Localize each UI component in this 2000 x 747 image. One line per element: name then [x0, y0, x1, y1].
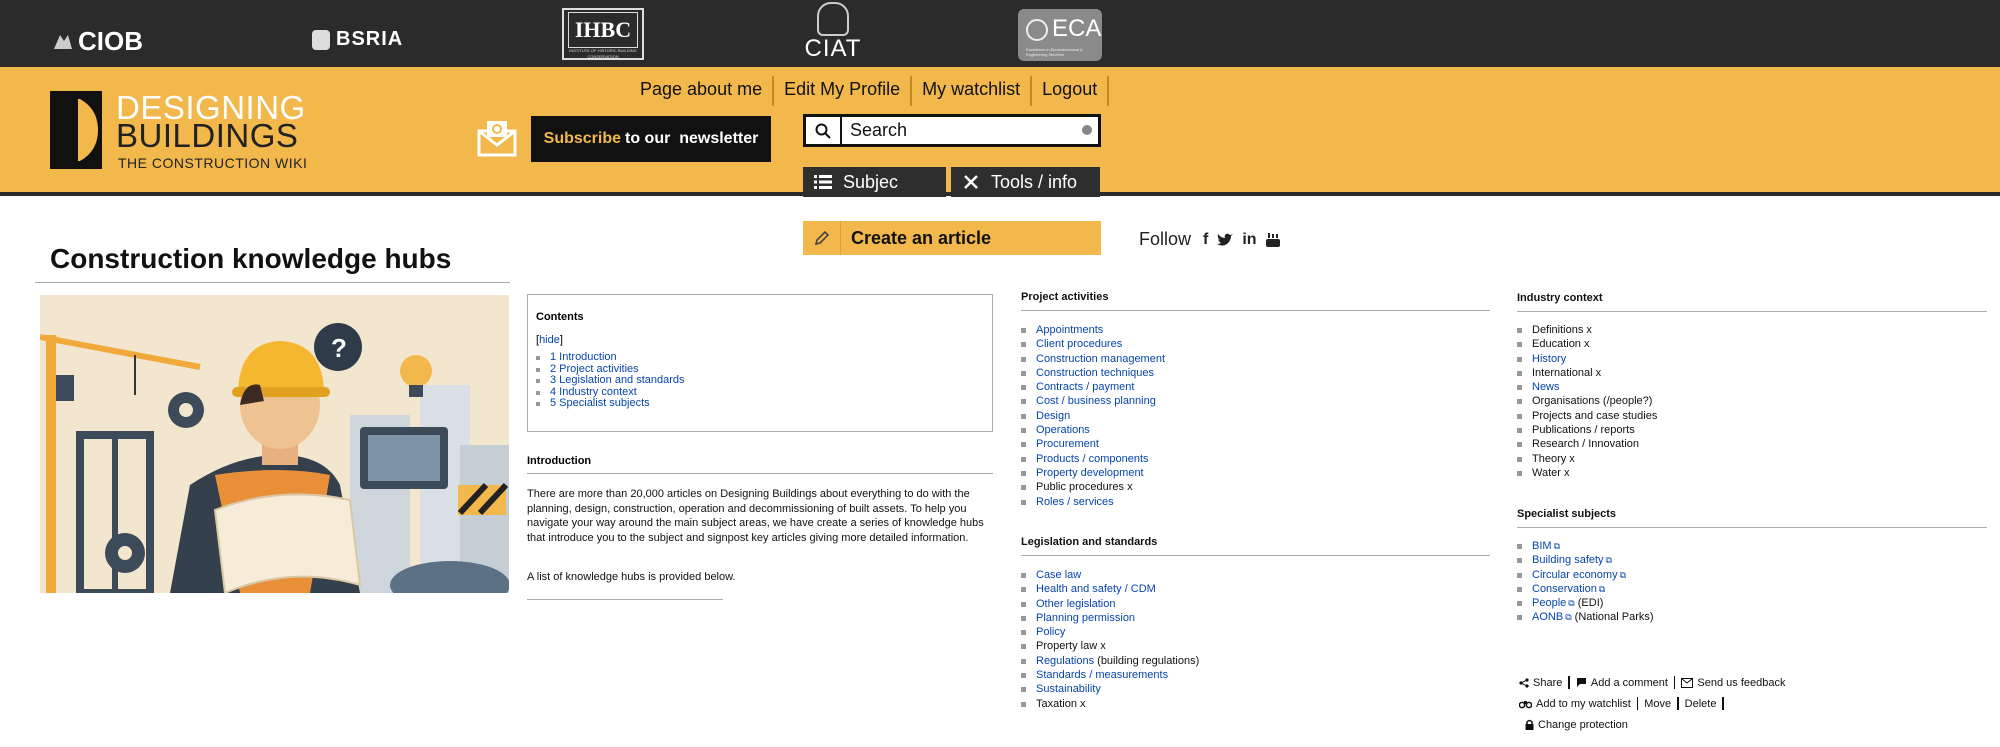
delete-button[interactable]: [1679, 698, 1723, 710]
add-watchlist-label: Add to my watchlist: [1536, 697, 1631, 710]
toc-item[interactable]: 1 Introduction: [536, 352, 984, 364]
comment-icon: [1576, 677, 1587, 688]
list-item-link[interactable]: Policy: [1036, 626, 1066, 639]
specialist-subjects-divider: [1517, 527, 1987, 528]
logout-link[interactable]: Logout: [1032, 76, 1109, 106]
move-button[interactable]: [1638, 698, 1677, 710]
list-item[interactable]: [1021, 466, 1165, 480]
list-item: [1517, 423, 1657, 437]
external-link-icon: ⧉: [1565, 612, 1572, 623]
delete-label: Delete: [1684, 697, 1717, 710]
follow-label: Follow: [1139, 229, 1192, 249]
clear-search-icon[interactable]: [1082, 125, 1092, 135]
list-item-link[interactable]: Roles / services: [1036, 495, 1114, 508]
list-item[interactable]: [1021, 682, 1199, 696]
list-item-link[interactable]: Contracts / payment: [1036, 381, 1135, 394]
list-item-suffix: (EDI): [1574, 597, 1604, 610]
page-about-me-link[interactable]: Page about me: [630, 76, 774, 106]
legislation-list: [1021, 568, 1199, 711]
list-item-suffix: (building regulations): [1094, 654, 1200, 667]
subscribe-rest: to our newsletter: [625, 130, 759, 147]
ciob-mark-icon: [52, 31, 74, 53]
list-item[interactable]: [1021, 409, 1165, 423]
legislation-divider: [1021, 555, 1490, 556]
linkedin-icon[interactable]: in: [1242, 230, 1257, 248]
subjects-menu-button[interactable]: [803, 167, 946, 197]
share-button[interactable]: [1517, 677, 1568, 689]
list-item: [1517, 337, 1657, 351]
specialist-subjects-heading: Specialist subjects: [1517, 508, 1617, 520]
send-feedback-label: Send us feedback: [1697, 676, 1786, 689]
list-item-text: Definitions x: [1532, 324, 1592, 336]
project-activities-heading: Project activities: [1021, 291, 1109, 303]
toc-item[interactable]: 2 Project activities: [536, 364, 984, 376]
list-item[interactable]: [1021, 423, 1165, 437]
twitter-icon[interactable]: [1216, 232, 1234, 247]
list-item[interactable]: [1517, 596, 1654, 610]
list-item[interactable]: [1021, 668, 1199, 682]
binoculars-icon: [1519, 699, 1532, 709]
introduction-paragraph-2: A list of knowledge hubs is provided below.: [527, 571, 736, 583]
eca-subtext: Excellence in Electrotechnical & Engineering Services: [1026, 47, 1083, 57]
list-item-link[interactable]: Construction techniques: [1036, 366, 1155, 379]
introduction-divider: [527, 473, 993, 474]
list-item[interactable]: [1517, 582, 1654, 596]
ihbc-logo[interactable]: [562, 8, 644, 60]
add-comment-label: Add a comment: [1590, 676, 1668, 689]
list-item-text: Public procedures x: [1036, 481, 1133, 494]
list-item[interactable]: [1517, 610, 1654, 624]
ciat-logo[interactable]: [802, 2, 864, 62]
list-item[interactable]: [1021, 611, 1199, 625]
subscribe-newsletter-button[interactable]: [531, 116, 771, 162]
list-item: [1021, 480, 1165, 494]
search-input[interactable]: [842, 120, 1072, 141]
list-item-text: International x: [1532, 366, 1602, 379]
list-item[interactable]: [1021, 380, 1165, 394]
edit-profile-link[interactable]: Edit My Profile: [774, 76, 912, 106]
logo-line2: BUILDINGS: [116, 117, 299, 154]
list-item[interactable]: [1021, 352, 1165, 366]
list-item: [1517, 466, 1657, 480]
specialist-subjects-list: [1517, 539, 1654, 625]
list-item[interactable]: [1021, 366, 1165, 380]
list-item[interactable]: [1021, 495, 1165, 509]
external-link-icon: ⧉: [1605, 555, 1612, 566]
legislation-heading: Legislation and standards: [1021, 536, 1158, 548]
create-article-label: Create an article: [851, 227, 992, 248]
list-item-text: Organisations (/people?): [1532, 395, 1653, 408]
list-item-text: Taxation x: [1036, 697, 1086, 710]
list-item[interactable]: [1021, 568, 1199, 582]
list-item-link[interactable]: Products / components: [1036, 452, 1149, 465]
logo-mark-icon: [50, 91, 102, 169]
list-item-text: Publications / reports: [1532, 424, 1635, 437]
list-item-link[interactable]: History: [1532, 352, 1567, 365]
list-item-suffix: (National Parks): [1571, 611, 1654, 624]
subscribe-highlight: Subscribe: [543, 130, 621, 147]
industry-context-heading: Industry context: [1517, 292, 1603, 304]
list-item-link[interactable]: News: [1532, 381, 1560, 394]
external-link-icon: ⧉: [1619, 569, 1627, 580]
section-divider: [527, 599, 723, 600]
logo-tagline: THE CONSTRUCTION WIKI: [118, 155, 308, 171]
toc-item[interactable]: 5 Specialist subjects: [536, 398, 984, 410]
follow-bar: [1139, 229, 1281, 250]
logo-line1: DESIGNING: [116, 89, 306, 126]
list-item[interactable]: [1021, 394, 1165, 408]
tools-info-label: Tools / info: [991, 171, 1078, 192]
list-item[interactable]: [1021, 452, 1165, 466]
search-icon[interactable]: [806, 117, 842, 144]
ciat-text: CIAT: [804, 35, 862, 62]
add-comment-button[interactable]: [1570, 677, 1674, 689]
ihbc-subtext: INSTITUTE OF HISTORIC BUILDING CONSERVATION: [569, 48, 637, 59]
list-item-link[interactable]: Appointments: [1036, 324, 1104, 336]
newsletter-envelope-icon[interactable]: [475, 117, 519, 161]
site-logo[interactable]: [50, 91, 310, 171]
page-actions: [1517, 672, 1987, 735]
list-item: [1517, 409, 1657, 423]
toc-title: Contents: [536, 311, 584, 323]
list-item[interactable]: [1021, 625, 1199, 639]
external-link-icon: ⧉: [1553, 541, 1560, 551]
list-item: [1517, 323, 1657, 337]
list-item: [1517, 366, 1657, 380]
lock-icon: [1525, 719, 1534, 730]
industry-context-list: [1517, 323, 1657, 480]
facebook-icon[interactable]: f: [1203, 230, 1209, 248]
eca-text: ECA: [1052, 15, 1102, 42]
list-item-text: Projects and case studies: [1532, 409, 1658, 422]
list-item-link[interactable]: AONB: [1532, 611, 1564, 624]
eca-mark-icon: [1026, 19, 1048, 41]
toc-item[interactable]: 3 Legislation and standards: [536, 375, 984, 387]
ciat-seal-icon: [817, 2, 849, 36]
toc-list: [536, 352, 984, 410]
eca-logo[interactable]: [1018, 9, 1102, 61]
list-item-link[interactable]: Case law: [1036, 569, 1082, 581]
list-item-link[interactable]: Health and safety / CDM: [1036, 583, 1156, 596]
ciob-text: CIOB: [78, 26, 143, 56]
subjects-label: Subjec: [843, 171, 899, 192]
create-article-button[interactable]: [803, 221, 1101, 255]
list-item[interactable]: [1517, 352, 1657, 366]
list-item-link[interactable]: Procurement: [1036, 438, 1099, 451]
toc-item[interactable]: 4 Industry context: [536, 387, 984, 399]
list-item-link[interactable]: Property development: [1036, 466, 1144, 479]
add-to-watchlist-button[interactable]: [1517, 698, 1637, 710]
mail-icon: [1681, 678, 1693, 688]
ciob-logo[interactable]: [52, 26, 143, 57]
list-item: [1517, 394, 1657, 408]
list-item: [1021, 697, 1199, 711]
list-item[interactable]: [1021, 337, 1165, 351]
change-protection-label: Change protection: [1538, 718, 1628, 731]
list-item-link[interactable]: Construction management: [1036, 352, 1166, 365]
list-icon: [803, 174, 843, 190]
ihbc-text: IHBC: [568, 12, 638, 48]
list-item-link[interactable]: Conservation: [1532, 582, 1597, 595]
list-item[interactable]: [1517, 539, 1654, 553]
youtube-icon[interactable]: [1265, 232, 1281, 248]
title-divider: [35, 282, 510, 283]
list-item-link[interactable]: Operations: [1036, 424, 1090, 437]
toc-hide-link[interactable]: hide: [539, 334, 560, 346]
list-item-link[interactable]: Building safety: [1532, 554, 1604, 567]
list-item[interactable]: [1517, 553, 1654, 567]
tools-info-menu-button[interactable]: [951, 167, 1100, 197]
list-item-link[interactable]: Client procedures: [1036, 338, 1123, 351]
list-item[interactable]: [1517, 568, 1654, 582]
pencil-icon: [803, 221, 841, 255]
project-activities-list: [1021, 323, 1165, 509]
tools-icon: [951, 174, 991, 190]
introduction-paragraph: There are more than 20,000 articles on Designing Buildings about everything to do with the planning, design, construction, operation and decommissioning of built assets. To help you navigate your way around the main subject areas, we have create a series of knowledge hubs that introduce you to the subject and signpost key articles giving more detailed information.: [527, 488, 984, 544]
list-item-link[interactable]: BIM: [1532, 540, 1552, 552]
list-item[interactable]: [1021, 654, 1199, 668]
external-link-icon: ⧉: [1598, 583, 1606, 594]
share-icon: [1519, 678, 1529, 688]
bsria-logo[interactable]: [312, 28, 403, 51]
list-item-link[interactable]: People: [1532, 597, 1567, 610]
svg-text:?: ?: [331, 333, 347, 363]
list-item-link[interactable]: Regulations: [1036, 654, 1095, 667]
list-item[interactable]: [1517, 380, 1657, 394]
list-item[interactable]: [1021, 437, 1165, 451]
list-item-link[interactable]: Sustainability: [1036, 683, 1101, 696]
separator: [1722, 697, 1724, 710]
list-item-text: Water x: [1532, 466, 1570, 479]
project-activities-divider: [1021, 310, 1490, 311]
list-item-link[interactable]: Standards / measurements: [1036, 669, 1169, 682]
introduction-heading: Introduction: [527, 455, 592, 467]
industry-context-divider: [1517, 311, 1987, 312]
list-item[interactable]: [1021, 582, 1199, 596]
bsria-text: BSRIA: [336, 28, 404, 50]
list-item-text: Education x: [1532, 338, 1590, 351]
change-protection-button[interactable]: [1517, 719, 1634, 731]
list-item-text: Property law x: [1036, 640, 1106, 653]
list-item-link[interactable]: Circular economy: [1532, 568, 1618, 581]
partner-bar: [0, 0, 2000, 67]
list-item: [1021, 639, 1199, 653]
move-label: Move: [1644, 697, 1672, 710]
toc-hide-toggle: [hide]: [536, 334, 563, 346]
list-item-link[interactable]: Planning permission: [1036, 611, 1136, 624]
user-menu: [630, 76, 1109, 106]
list-item[interactable]: [1021, 597, 1199, 611]
my-watchlist-link[interactable]: My watchlist: [912, 76, 1032, 106]
list-item-text: Research / Innovation: [1532, 438, 1640, 451]
list-item-link[interactable]: Cost / business planning: [1036, 395, 1156, 408]
send-feedback-button[interactable]: [1675, 677, 1791, 689]
page-title: Construction knowledge hubs: [50, 243, 452, 274]
table-of-contents: [527, 294, 993, 432]
list-item: [1517, 437, 1657, 451]
list-item-text: Theory x: [1532, 452, 1575, 465]
external-link-icon: ⧉: [1568, 598, 1575, 609]
search-box: [803, 114, 1101, 147]
bsria-mark-icon: [312, 30, 330, 50]
hero-illustration: [40, 295, 509, 593]
list-item: [1517, 452, 1657, 466]
list-item-link[interactable]: Other legislation: [1036, 597, 1116, 610]
list-item[interactable]: [1021, 323, 1165, 337]
share-label: Share: [1533, 676, 1563, 689]
list-item-link[interactable]: Design: [1036, 409, 1071, 422]
